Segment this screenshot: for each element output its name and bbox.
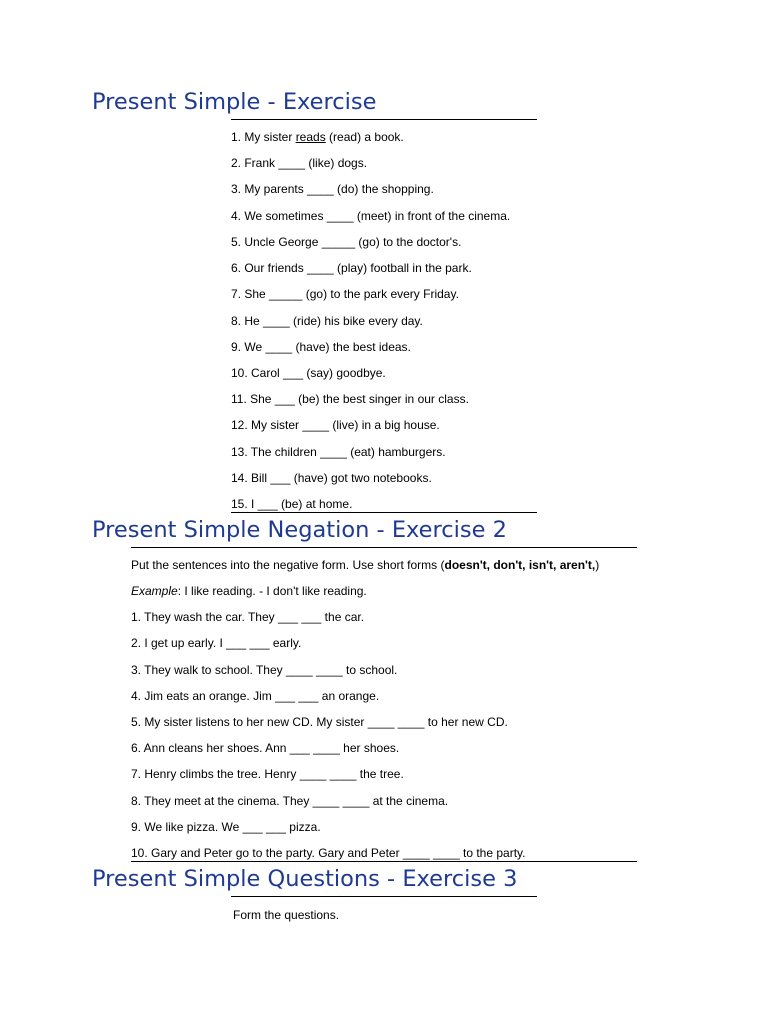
- section2-title-rule: [131, 547, 637, 548]
- section1-item-5: 5. Uncle George _____ (go) to the doctor's.: [231, 235, 462, 249]
- section1-item-3: 3. My parents ____ (do) the shopping.: [231, 182, 434, 196]
- section1-item-12: 12. My sister ____ (live) in a big house.: [231, 418, 440, 432]
- section2-item-1: 1. They wash the car. They ___ ___ the car.: [131, 610, 365, 624]
- section3-title: Present Simple Questions - Exercise 3: [92, 866, 518, 892]
- section2-item-7: 7. Henry climbs the tree. Henry ____ ____ the tree.: [131, 767, 404, 781]
- section1-item-8: 8. He ____ (ride) his bike every day.: [231, 314, 423, 328]
- section2-item-8: 8. They meet at the cinema. They ____ ____ at the cinema.: [131, 794, 449, 808]
- instruction-text: Put the sentences into the negative form. Use short forms (: [131, 558, 445, 572]
- section2-item-3: 3. They walk to school. They ____ ____ to school.: [131, 663, 398, 677]
- section1-bottom-rule: [231, 512, 537, 513]
- section3-instruction: Form the questions.: [233, 908, 340, 922]
- section1-title-rule: [231, 119, 537, 120]
- item-text-pre: 1. My sister: [231, 130, 296, 144]
- section2-item-5: 5. My sister listens to her new CD. My sister ____ ____ to her new CD.: [131, 715, 508, 729]
- example-text: : I like reading. - I don't like reading.: [177, 584, 367, 598]
- section1-item-13: 13. The children ____ (eat) hamburgers.: [231, 445, 446, 459]
- example-label: Example: [131, 584, 178, 598]
- section1-item-14: 14. Bill ___ (have) got two notebooks.: [231, 471, 432, 485]
- section1-item-15: 15. I ___ (be) at home.: [231, 497, 353, 511]
- answer-example: reads: [295, 130, 326, 144]
- section2-item-2: 2. I get up early. I ___ ___ early.: [131, 636, 302, 650]
- section1-item-4: 4. We sometimes ____ (meet) in front of the cinema.: [231, 209, 511, 223]
- section1-item-7: 7. She _____ (go) to the park every Friday.: [231, 287, 459, 301]
- section1-item-1: [231, 130, 404, 145]
- section2-item-6: 6. Ann cleans her shoes. Ann ___ ____ her shoes.: [131, 741, 400, 755]
- section1-item-2: 2. Frank ____ (like) dogs.: [231, 156, 368, 170]
- section1-title: Present Simple - Exercise: [92, 89, 377, 115]
- section2-item-9: 9. We like pizza. We ___ ___ pizza.: [131, 820, 321, 834]
- section2-instruction: [131, 558, 599, 573]
- section3-title-rule: [231, 896, 537, 897]
- section1-item-9: 9. We ____ (have) the best ideas.: [231, 340, 411, 354]
- section2-item-10: 10. Gary and Peter go to the party. Gary and Peter ____ ____ to the party.: [131, 846, 526, 860]
- section1-item-10: 10. Carol ___ (say) goodbye.: [231, 366, 386, 380]
- section2-bottom-rule: [131, 861, 637, 862]
- short-forms: doesn't, don't, isn't, aren't,: [444, 558, 596, 572]
- section2-title: Present Simple Negation - Exercise 2: [92, 517, 507, 543]
- section1-item-6: 6. Our friends ____ (play) football in the park.: [231, 261, 472, 275]
- section2-item-4: 4. Jim eats an orange. Jim ___ ___ an orange.: [131, 689, 380, 703]
- item-text-post: (read) a book.: [325, 130, 404, 144]
- section1-item-11: 11. She ___ (be) the best singer in our class.: [231, 392, 469, 406]
- instruction-close: ): [595, 558, 600, 572]
- section2-example: [131, 584, 367, 599]
